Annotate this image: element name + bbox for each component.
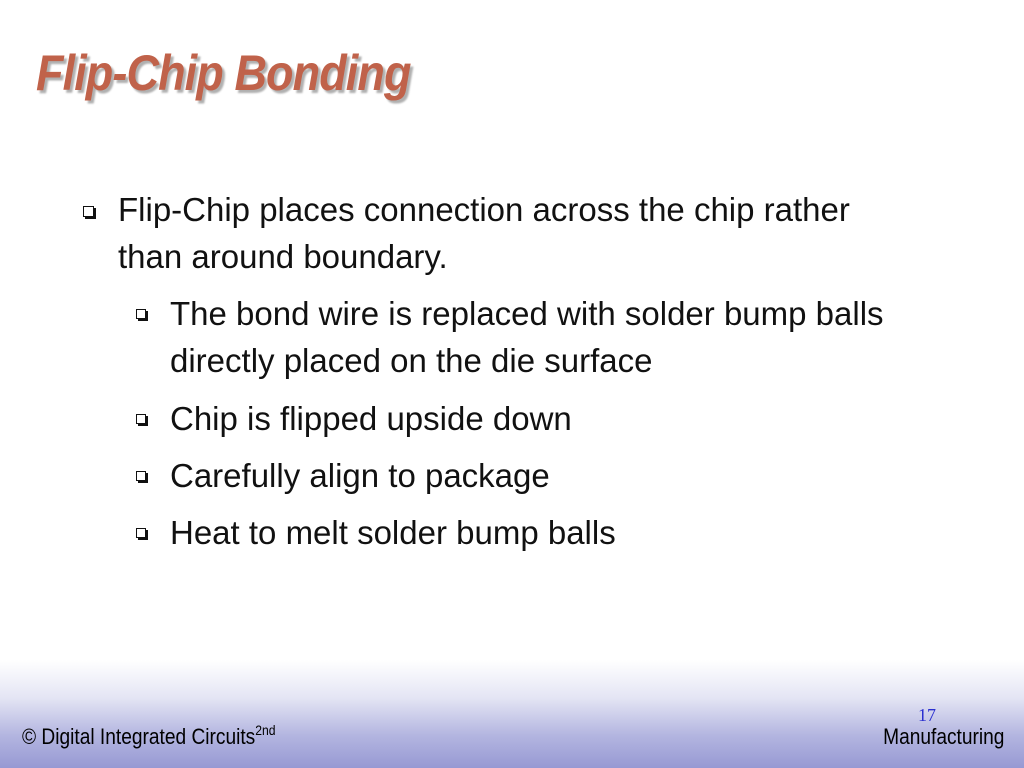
bullet-item <box>118 186 918 280</box>
sub-bullet-item <box>170 395 960 442</box>
hollow-square-bullet-icon <box>136 414 146 424</box>
sub-bullet-item <box>170 509 960 556</box>
bullet-text: Flip-Chip places connection across the chip rather than around boundary. <box>118 191 850 275</box>
footer-section-name: Manufacturing <box>882 724 1004 749</box>
footer-course-title: © Digital Integrated Circuits <box>22 724 256 749</box>
slide-title: Flip-Chip Bonding <box>36 45 411 101</box>
bullet-text: Chip is flipped upside down <box>170 400 572 437</box>
edition-superscript: 2nd <box>255 722 276 738</box>
hollow-square-bullet-icon <box>136 528 146 538</box>
sub-bullet-item <box>170 290 960 384</box>
bullet-text: The bond wire is replaced with solder bump balls directly placed on the die surface <box>170 295 884 379</box>
hollow-square-bullet-icon <box>136 309 146 319</box>
bullet-text: Heat to melt solder bump balls <box>170 514 616 551</box>
bullet-text: Carefully align to package <box>170 457 550 494</box>
page-number: 17 <box>918 705 936 725</box>
hollow-square-bullet-icon <box>136 471 146 481</box>
sub-bullet-item <box>170 452 960 499</box>
footer-copyright <box>22 724 276 750</box>
hollow-square-bullet-icon <box>83 206 94 217</box>
footer-band <box>0 660 1024 768</box>
